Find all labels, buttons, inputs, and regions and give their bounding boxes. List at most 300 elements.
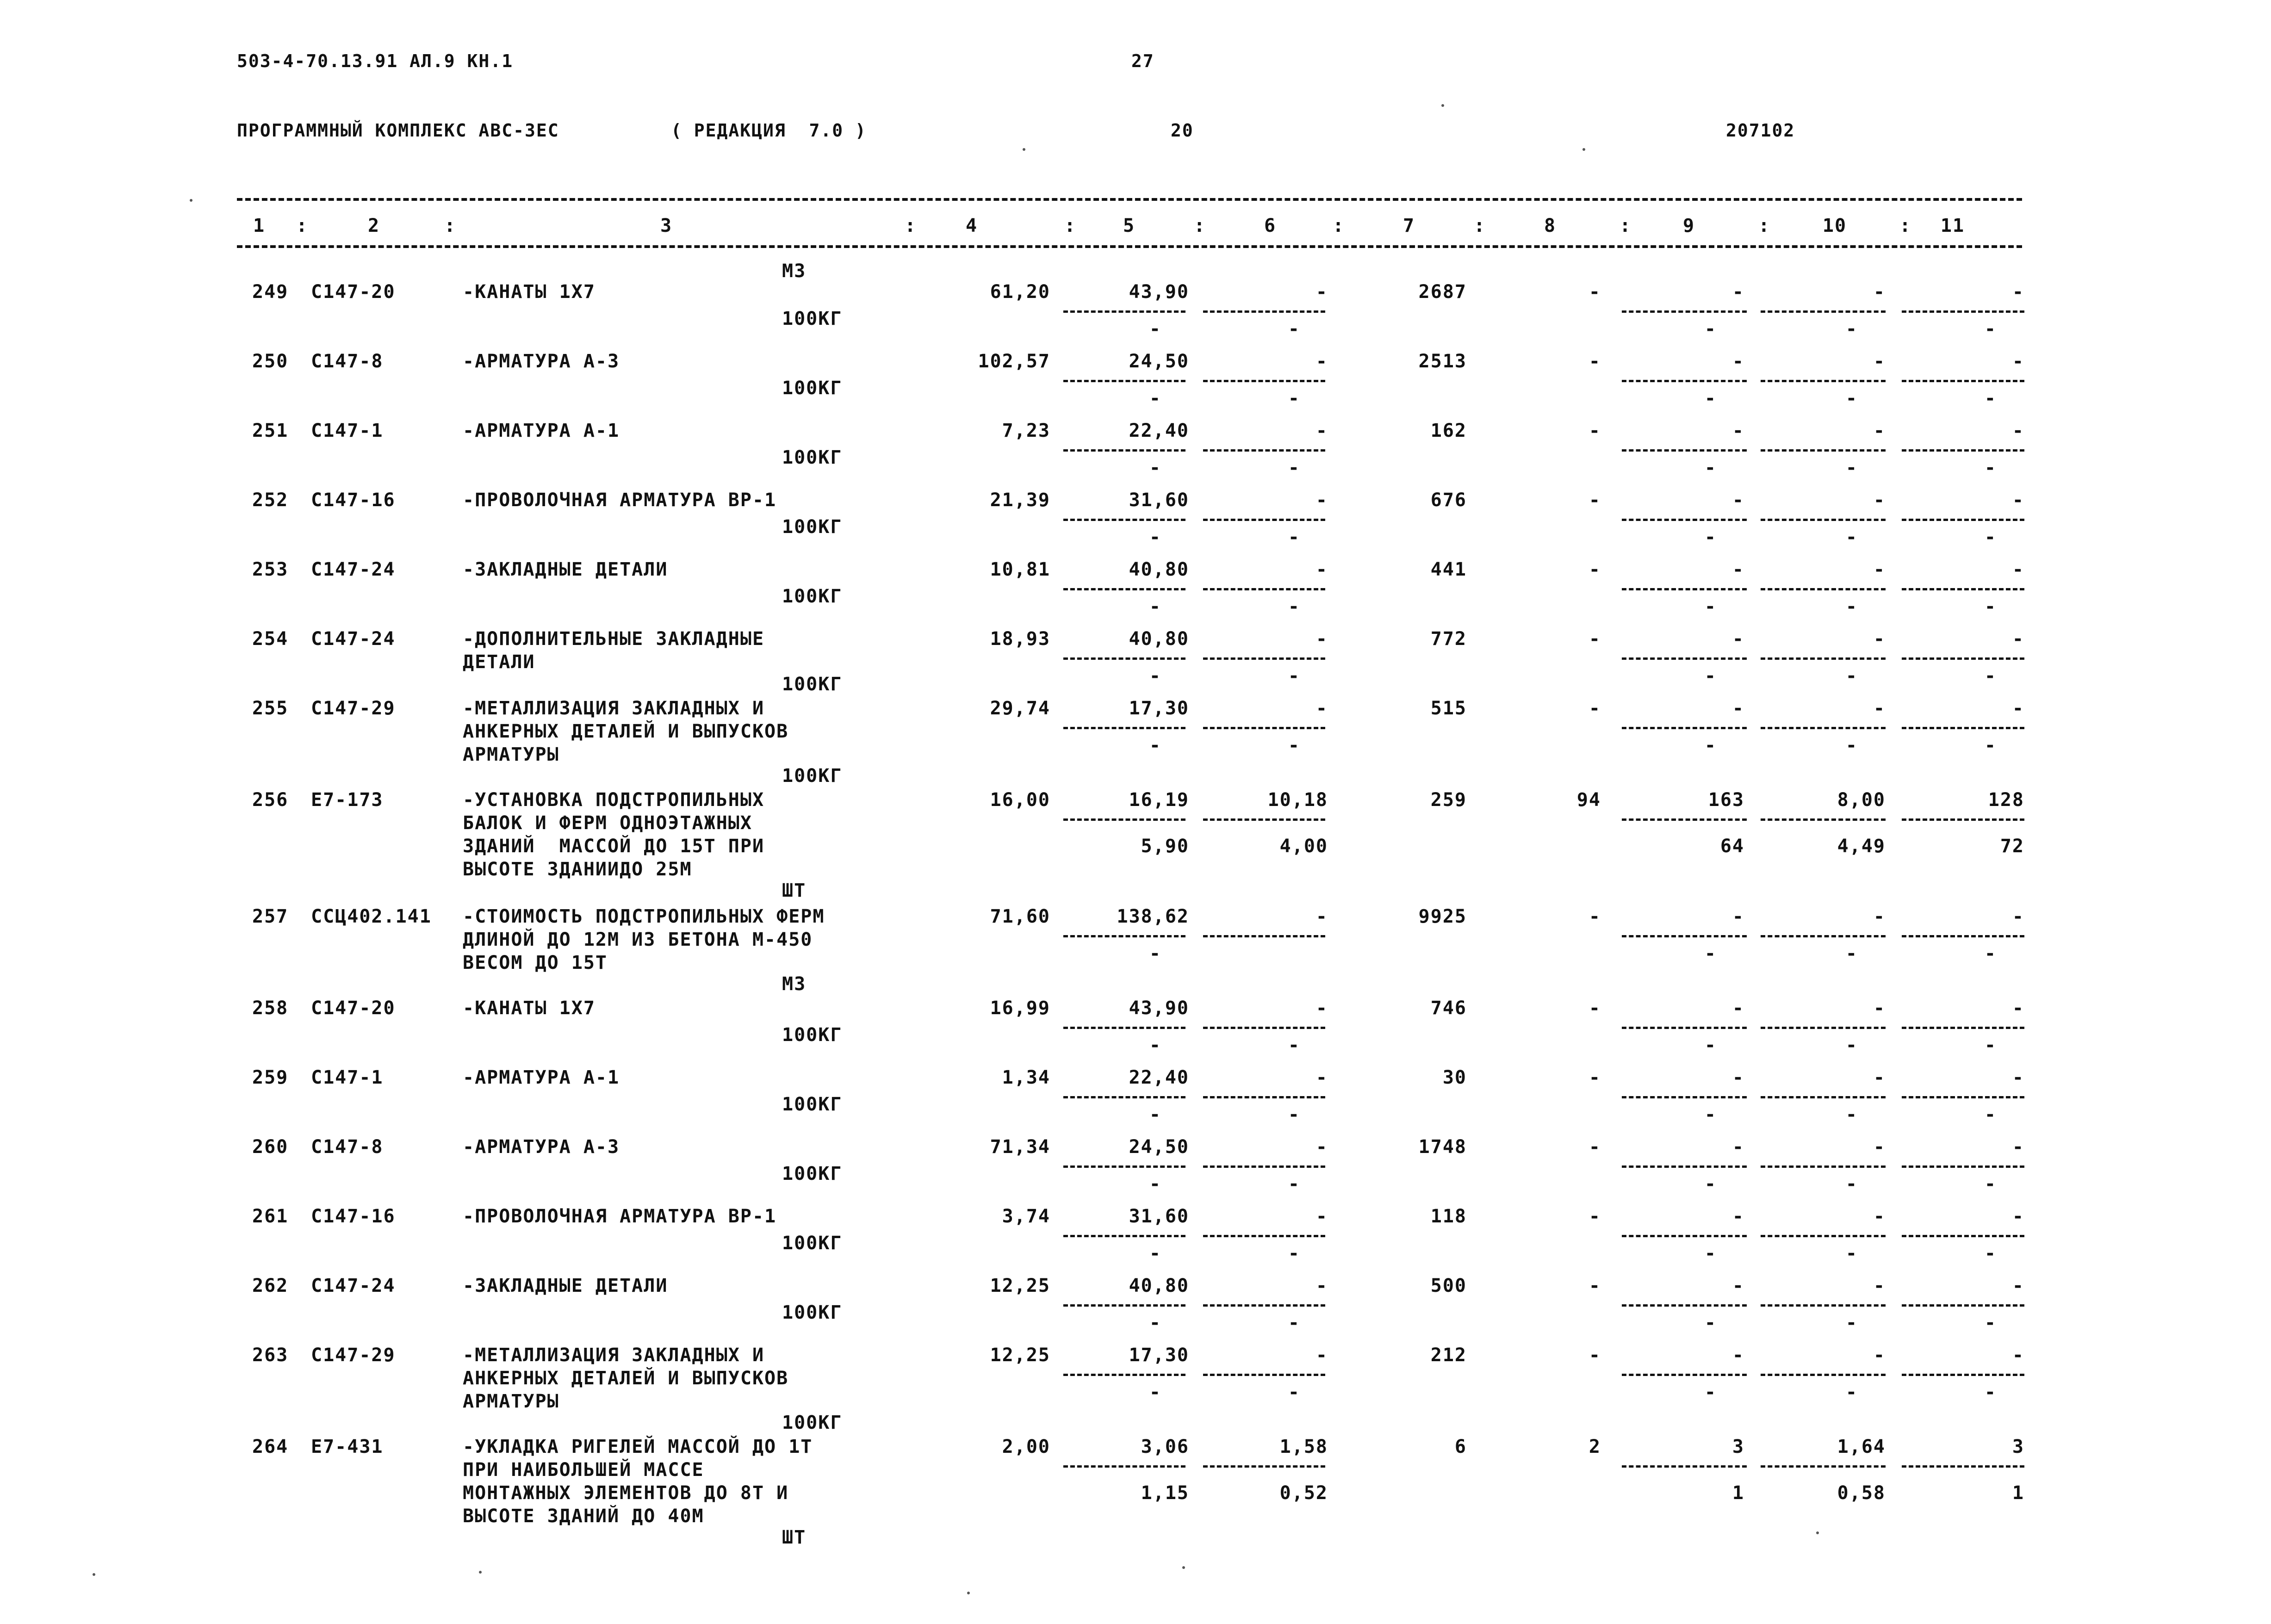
scan-speck <box>1182 1566 1185 1569</box>
cell-c11-second: - <box>1984 1312 1997 1333</box>
cell-subrule <box>1761 588 1886 590</box>
cell-col9: - <box>1732 1275 1744 1296</box>
cell-subrule <box>1203 380 1325 382</box>
cell-col4: 2,00 <box>1002 1436 1050 1457</box>
cell-col11: - <box>2012 420 2024 441</box>
cell-col8: - <box>1588 1067 1601 1088</box>
cell-c9-second: 1 <box>1732 1482 1744 1504</box>
cell-col6: - <box>1315 351 1328 372</box>
cell-col11: - <box>2012 281 2024 303</box>
cell-subrule <box>1902 935 2024 937</box>
unit-label: 100КГ <box>782 447 843 468</box>
row-number: 260 <box>252 1136 289 1158</box>
cell-col10: - <box>1873 420 1886 441</box>
cell-col9: - <box>1732 698 1744 719</box>
cell-subrule <box>1203 588 1325 590</box>
cell-col7: 772 <box>1430 628 1467 650</box>
cell-subrule <box>1902 519 2024 521</box>
rate-code: С147-8 <box>311 351 384 372</box>
cell-col11: - <box>2012 1136 2024 1158</box>
cell-subrule <box>1622 727 1747 729</box>
cell-subrule <box>1622 818 1747 821</box>
cell-subrule <box>1203 1465 1325 1468</box>
cell-col11: - <box>2012 490 2024 511</box>
cell-col7: 30 <box>1442 1067 1467 1088</box>
row-number: 263 <box>252 1345 289 1366</box>
cell-c9-second: - <box>1704 457 1717 478</box>
cell-col7: 259 <box>1430 789 1467 811</box>
unit-label: 100КГ <box>782 516 843 538</box>
column-separator: : <box>1064 215 1077 236</box>
work-description: МОНТАЖНЫХ ЭЛЕМЕНТОВ ДО 8Т И <box>463 1482 789 1504</box>
cell-col4: 29,74 <box>990 698 1050 719</box>
cell-col9: - <box>1732 1345 1744 1366</box>
cell-c5-second: - <box>1149 457 1161 478</box>
cell-col4: 102,57 <box>978 351 1050 372</box>
document-code: 503-4-70.13.91 АЛ.9 КН.1 <box>237 51 514 71</box>
cell-c9-second: - <box>1704 1382 1717 1403</box>
cell-subrule <box>1203 1304 1325 1307</box>
column-header-8: 8 <box>1544 215 1557 236</box>
cell-c6-second: - <box>1288 1104 1300 1125</box>
cell-col11: - <box>2012 351 2024 372</box>
cell-col5: 31,60 <box>1129 1206 1189 1227</box>
cell-c6-second: - <box>1288 1243 1300 1264</box>
column-header-9: 9 <box>1682 215 1695 236</box>
cell-col10: - <box>1873 1136 1886 1158</box>
cell-c10-second: - <box>1845 1173 1858 1195</box>
cell-subrule <box>1761 380 1886 382</box>
cell-c10-second: - <box>1845 943 1858 964</box>
cell-c6-second: - <box>1288 1173 1300 1195</box>
cell-col9: - <box>1732 559 1744 580</box>
cell-subrule <box>1622 657 1747 660</box>
cell-c10-second: - <box>1845 1104 1858 1125</box>
cell-c9-second: - <box>1704 1035 1717 1056</box>
cell-subrule <box>1203 818 1325 821</box>
rate-code: С147-24 <box>311 559 396 580</box>
cell-c10-second: - <box>1845 457 1858 478</box>
cell-col6: - <box>1315 1206 1328 1227</box>
cell-col7: 2687 <box>1418 281 1467 303</box>
column-separator: : <box>1758 215 1771 236</box>
cell-col7: 212 <box>1430 1345 1467 1366</box>
scan-speck <box>1441 104 1444 107</box>
work-description: -ЗАКЛАДНЫЕ ДЕТАЛИ <box>463 559 668 580</box>
cell-subrule <box>1622 1027 1747 1029</box>
cell-c6-second: - <box>1288 1382 1300 1403</box>
cell-col6: 10,18 <box>1267 789 1328 811</box>
rate-code: С147-20 <box>311 998 396 1019</box>
cell-subrule <box>1902 1374 2024 1376</box>
work-description: -АРМАТУРА А-1 <box>463 420 620 441</box>
unit-label: 100КГ <box>782 1094 843 1115</box>
cell-c9-second: - <box>1704 1312 1717 1333</box>
work-description: БАЛОК И ФЕРМ ОДНОЭТАЖНЫХ <box>463 812 752 834</box>
cell-c5-second: - <box>1149 1173 1161 1195</box>
cell-c5-second: - <box>1149 665 1161 687</box>
scan-speck <box>479 1571 482 1574</box>
row-number: 261 <box>252 1206 289 1227</box>
cell-c11-second: - <box>1984 318 1997 340</box>
cell-col4: 3,74 <box>1002 1206 1050 1227</box>
cell-subrule <box>1203 935 1325 937</box>
edition-label: ( РЕДАКЦИЯ 7.0 ) <box>671 120 867 141</box>
rate-code: С147-29 <box>311 1345 396 1366</box>
scan-speck <box>1816 1531 1819 1534</box>
work-description: -КАНАТЫ 1Х7 <box>463 998 596 1019</box>
cell-col7: 441 <box>1430 559 1467 580</box>
cell-subrule <box>1622 310 1747 313</box>
unit-label: 100КГ <box>782 378 843 399</box>
cell-subrule <box>1761 519 1886 521</box>
cell-c9-second: - <box>1704 735 1717 756</box>
cell-subrule <box>1063 380 1185 382</box>
cell-c5-second: - <box>1149 1312 1161 1333</box>
scan-speck <box>1023 148 1025 151</box>
cell-col11: - <box>2012 1275 2024 1296</box>
row-number: 253 <box>252 559 289 580</box>
cell-subrule <box>1203 519 1325 521</box>
cell-subrule <box>1063 1304 1185 1307</box>
cell-col8: - <box>1588 420 1601 441</box>
cell-c5-second: - <box>1149 1104 1161 1125</box>
cell-subrule <box>1902 727 2024 729</box>
cell-subrule <box>1622 1165 1747 1168</box>
cell-c6-second: 4,00 <box>1279 836 1328 857</box>
cell-c5-second: - <box>1149 596 1161 617</box>
cell-c9-second: - <box>1704 596 1717 617</box>
cell-col11: 3 <box>2012 1436 2024 1457</box>
cell-subrule <box>1063 1096 1185 1098</box>
cell-c10-second: - <box>1845 596 1858 617</box>
work-description: ЗДАНИЙ МАССОЙ ДО 15Т ПРИ <box>463 836 765 857</box>
row-number: 257 <box>252 906 289 927</box>
cell-subrule <box>1622 1465 1747 1468</box>
cell-c5-second: - <box>1149 1035 1161 1056</box>
cell-subrule <box>1902 380 2024 382</box>
cell-c6-second: - <box>1288 388 1300 409</box>
cell-c10-second: - <box>1845 735 1858 756</box>
cell-col10: - <box>1873 1345 1886 1366</box>
cell-subrule <box>1063 727 1185 729</box>
cell-subrule <box>1622 380 1747 382</box>
cell-c11-second: - <box>1984 1104 1997 1125</box>
cell-subrule <box>1063 1374 1185 1376</box>
cell-subrule <box>1203 657 1325 660</box>
cell-c11-second: - <box>1984 943 1997 964</box>
cell-subrule <box>1063 1027 1185 1029</box>
cell-col4: 7,23 <box>1002 420 1050 441</box>
cell-subrule <box>1203 1235 1325 1237</box>
cell-col11: - <box>2012 1206 2024 1227</box>
cell-col9: - <box>1732 998 1744 1019</box>
cell-subrule <box>1761 1374 1886 1376</box>
column-header-3: 3 <box>660 215 673 236</box>
cell-col11: - <box>2012 1067 2024 1088</box>
cell-col4: 71,60 <box>990 906 1050 927</box>
row-number: 256 <box>252 789 289 811</box>
work-description: -УСТАНОВКА ПОДСТРОПИЛЬНЫХ <box>463 789 765 811</box>
cell-col10: - <box>1873 998 1886 1019</box>
scan-speck <box>967 1592 970 1594</box>
cell-subrule <box>1063 1465 1185 1468</box>
rate-code: С147-1 <box>311 420 384 441</box>
cell-c10-second: - <box>1845 1312 1858 1333</box>
cell-col10: 8,00 <box>1837 789 1886 811</box>
cell-c5-second: - <box>1149 1243 1161 1264</box>
cell-subrule <box>1622 1235 1747 1237</box>
cell-col6: - <box>1315 998 1328 1019</box>
page-number: 27 <box>1131 51 1154 71</box>
rate-code: С147-24 <box>311 628 396 650</box>
cell-col7: 746 <box>1430 998 1467 1019</box>
cell-subrule <box>1761 449 1886 452</box>
work-description: -АРМАТУРА А-3 <box>463 351 620 372</box>
cell-col10: - <box>1873 559 1886 580</box>
table-top-rule <box>237 198 2022 201</box>
unit-label: ШТ <box>782 880 807 901</box>
cell-col7: 500 <box>1430 1275 1467 1296</box>
row-number: 250 <box>252 351 289 372</box>
work-description: -ДОПОЛНИТЕЛЬНЫЕ ЗАКЛАДНЫЕ <box>463 628 765 650</box>
cell-col7: 162 <box>1430 420 1467 441</box>
cell-col9: - <box>1732 1067 1744 1088</box>
cell-subrule <box>1622 1374 1747 1376</box>
scan-speck <box>93 1573 95 1576</box>
cell-c9-second: 64 <box>1720 836 1744 857</box>
cell-c5-second: - <box>1149 527 1161 548</box>
cell-col5: 24,50 <box>1129 1136 1189 1158</box>
work-description: ДЕТАЛИ <box>463 651 535 673</box>
cell-col6: - <box>1315 1345 1328 1366</box>
cell-col4: 1,34 <box>1002 1067 1050 1088</box>
cell-col9: - <box>1732 351 1744 372</box>
cell-col5: 22,40 <box>1129 1067 1189 1088</box>
cell-c11-second: - <box>1984 388 1997 409</box>
cell-col10: - <box>1873 281 1886 303</box>
column-header-4: 4 <box>965 215 978 236</box>
cell-col8: - <box>1588 1206 1601 1227</box>
scan-speck <box>190 199 192 202</box>
cell-col4: 71,34 <box>990 1136 1050 1158</box>
cell-subrule <box>1063 449 1185 452</box>
cell-c11-second: - <box>1984 1035 1997 1056</box>
cell-col5: 31,60 <box>1129 490 1189 511</box>
cell-col11: - <box>2012 1345 2024 1366</box>
cell-c11-second: - <box>1984 1173 1997 1195</box>
row-number: 249 <box>252 281 289 303</box>
cell-c11-second: - <box>1984 457 1997 478</box>
cell-subrule <box>1063 935 1185 937</box>
column-separator: : <box>1899 215 1912 236</box>
column-separator: : <box>444 215 457 236</box>
cell-col7: 1748 <box>1418 1136 1467 1158</box>
cell-col8: 94 <box>1576 789 1601 811</box>
cell-c5-second: - <box>1149 318 1161 340</box>
cell-c5-second: - <box>1149 1382 1161 1403</box>
rate-code: Е7-431 <box>311 1436 384 1457</box>
cell-col6: - <box>1315 1136 1328 1158</box>
cell-col5: 40,80 <box>1129 559 1189 580</box>
cell-c6-second: - <box>1288 665 1300 687</box>
cell-col11: - <box>2012 698 2024 719</box>
cell-col6: - <box>1315 420 1328 441</box>
work-description: АРМАТУРЫ <box>463 744 559 765</box>
cell-col6: - <box>1315 906 1328 927</box>
column-separator: : <box>905 215 917 236</box>
cell-subrule <box>1902 657 2024 660</box>
cell-col8: - <box>1588 628 1601 650</box>
cell-c10-second: - <box>1845 388 1858 409</box>
cell-subrule <box>1761 310 1886 313</box>
cell-col11: - <box>2012 628 2024 650</box>
cell-col11: - <box>2012 559 2024 580</box>
row-number: 252 <box>252 490 289 511</box>
cell-col7: 9925 <box>1418 906 1467 927</box>
rate-code: С147-16 <box>311 1206 396 1227</box>
column-separator: : <box>296 215 309 236</box>
cell-col7: 2513 <box>1418 351 1467 372</box>
cell-col4: 61,20 <box>990 281 1050 303</box>
cell-col9: - <box>1732 906 1744 927</box>
cell-col6: - <box>1315 281 1328 303</box>
cell-col5: 3,06 <box>1141 1436 1189 1457</box>
cell-col4: 16,00 <box>990 789 1050 811</box>
work-description: ВЕСОМ ДО 15Т <box>463 952 608 973</box>
unit-label: 100КГ <box>782 765 843 787</box>
row-number: 255 <box>252 698 289 719</box>
cell-col4: 10,81 <box>990 559 1050 580</box>
cell-subrule <box>1902 1304 2024 1307</box>
cell-c9-second: - <box>1704 665 1717 687</box>
cell-subrule <box>1203 1165 1325 1168</box>
unit-label: 100КГ <box>782 586 843 607</box>
cell-col8: 2 <box>1588 1436 1601 1457</box>
unit-label: 100КГ <box>782 1024 843 1046</box>
cell-c9-second: - <box>1704 527 1717 548</box>
cell-col9: - <box>1732 490 1744 511</box>
program-title: ПРОГРАММНЫЙ КОМПЛЕКС АВС-3ЕС <box>237 120 559 141</box>
cell-subrule <box>1761 1096 1886 1098</box>
cell-subrule <box>1622 935 1747 937</box>
cell-col10: 1,64 <box>1837 1436 1886 1457</box>
cell-col10: - <box>1873 351 1886 372</box>
cell-c5-second: 5,90 <box>1141 836 1189 857</box>
work-description: ДЛИНОЙ ДО 12М ИЗ БЕТОНА М-450 <box>463 929 813 950</box>
cell-col9: - <box>1732 1206 1744 1227</box>
cell-col8: - <box>1588 1345 1601 1366</box>
cell-c6-second: - <box>1288 527 1300 548</box>
table-header-rule <box>237 245 2022 248</box>
cell-subrule <box>1063 519 1185 521</box>
cell-col6: - <box>1315 559 1328 580</box>
cell-subrule <box>1622 588 1747 590</box>
row-number: 262 <box>252 1275 289 1296</box>
cell-subrule <box>1902 1235 2024 1237</box>
cell-col10: - <box>1873 1206 1886 1227</box>
cell-col6: - <box>1315 1067 1328 1088</box>
cell-col5: 40,80 <box>1129 628 1189 650</box>
work-description: АНКЕРНЫХ ДЕТАЛЕЙ И ВЫПУСКОВ <box>463 721 789 742</box>
cell-subrule <box>1761 1465 1886 1468</box>
cell-c10-second: - <box>1845 665 1858 687</box>
rate-code: С147-16 <box>311 490 396 511</box>
cell-col11: 128 <box>1988 789 2024 811</box>
row-number: 259 <box>252 1067 289 1088</box>
cell-col8: - <box>1588 351 1601 372</box>
cell-col5: 24,50 <box>1129 351 1189 372</box>
cell-subrule <box>1063 818 1185 821</box>
run-id: 207102 <box>1726 120 1795 141</box>
sheet-number: 20 <box>1171 120 1194 141</box>
work-description: -МЕТАЛЛИЗАЦИЯ ЗАКЛАДНЫХ И <box>463 698 765 719</box>
cell-subrule <box>1203 449 1325 452</box>
work-description: -АРМАТУРА А-3 <box>463 1136 620 1158</box>
cell-col8: - <box>1588 1275 1601 1296</box>
cell-subrule <box>1203 727 1325 729</box>
cell-col5: 43,90 <box>1129 998 1189 1019</box>
rate-code: С147-20 <box>311 281 396 303</box>
rate-code: С147-1 <box>311 1067 384 1088</box>
cell-col11: - <box>2012 906 2024 927</box>
cell-col5: 16,19 <box>1129 789 1189 811</box>
column-separator: : <box>1474 215 1486 236</box>
unit-label: 100КГ <box>782 674 843 695</box>
cell-col9: 3 <box>1732 1436 1744 1457</box>
cell-c11-second: - <box>1984 735 1997 756</box>
cell-subrule <box>1063 1235 1185 1237</box>
cell-col10: - <box>1873 698 1886 719</box>
cell-col5: 43,90 <box>1129 281 1189 303</box>
cell-col5: 22,40 <box>1129 420 1189 441</box>
cell-c9-second: - <box>1704 1243 1717 1264</box>
cell-subrule <box>1063 1165 1185 1168</box>
cell-col8: - <box>1588 281 1601 303</box>
unit-label: М3 <box>782 973 807 995</box>
cell-subrule <box>1761 935 1886 937</box>
cell-c9-second: - <box>1704 1104 1717 1125</box>
cell-col5: 40,80 <box>1129 1275 1189 1296</box>
cell-subrule <box>1902 1465 2024 1468</box>
cell-subrule <box>1761 1027 1886 1029</box>
column-header-1: 1 <box>253 215 266 236</box>
rate-code: С147-24 <box>311 1275 396 1296</box>
cell-subrule <box>1063 310 1185 313</box>
unit-label: 100КГ <box>782 1412 843 1433</box>
cell-col9: - <box>1732 1136 1744 1158</box>
rate-code: Е7-173 <box>311 789 384 811</box>
cell-c10-second: - <box>1845 318 1858 340</box>
cell-subrule <box>1063 588 1185 590</box>
cell-col7: 118 <box>1430 1206 1467 1227</box>
cell-col6: - <box>1315 490 1328 511</box>
work-description: -УКЛАДКА РИГЕЛЕЙ МАССОЙ ДО 1Т <box>463 1436 813 1457</box>
column-header-5: 5 <box>1123 215 1136 236</box>
cell-col4: 12,25 <box>990 1345 1050 1366</box>
cell-subrule <box>1761 727 1886 729</box>
unit-label: 100КГ <box>782 1302 843 1323</box>
cell-col8: - <box>1588 559 1601 580</box>
unit-label: 100КГ <box>782 1233 843 1254</box>
cell-c10-second: 4,49 <box>1837 836 1886 857</box>
work-description: -ЗАКЛАДНЫЕ ДЕТАЛИ <box>463 1275 668 1296</box>
cell-col7: 6 <box>1454 1436 1467 1457</box>
column-header-2: 2 <box>367 215 380 236</box>
cell-subrule <box>1622 449 1747 452</box>
work-description: -ПРОВОЛОЧНАЯ АРМАТУРА ВР-1 <box>463 490 777 511</box>
work-description: -КАНАТЫ 1Х7 <box>463 281 596 303</box>
